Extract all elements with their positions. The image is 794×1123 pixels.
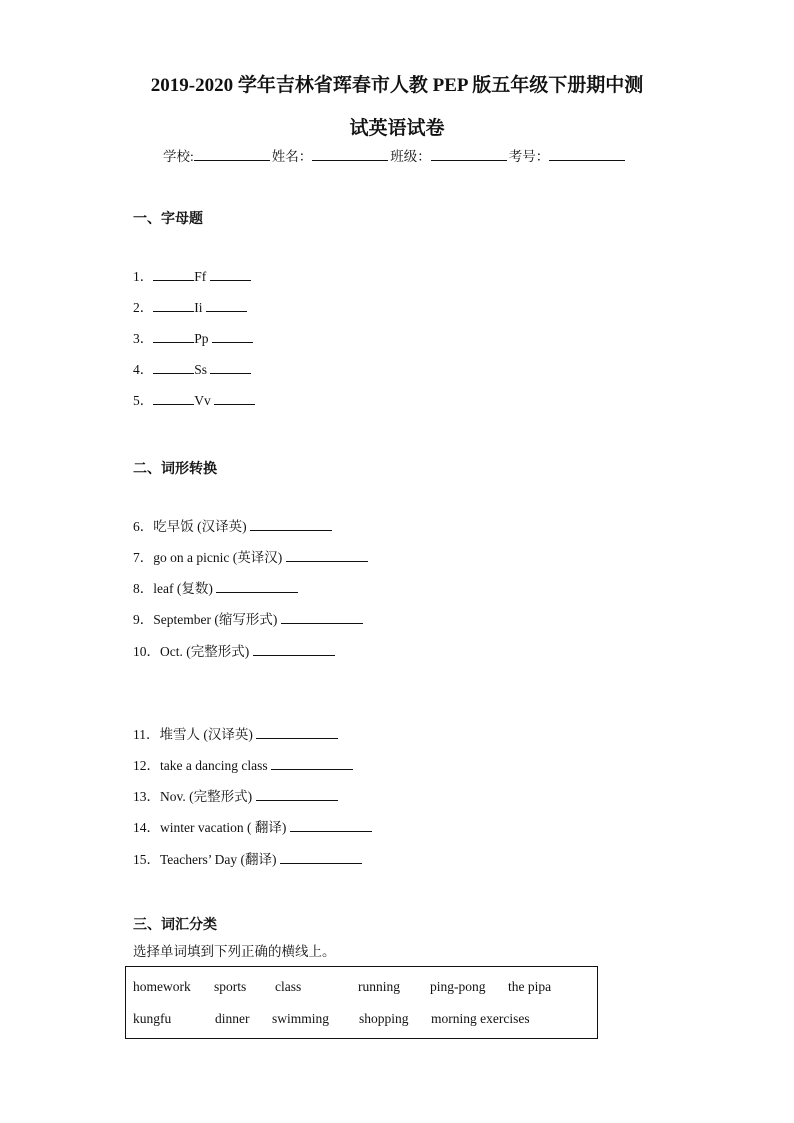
- word-form-question: [133, 546, 368, 566]
- word-form-question: [133, 577, 298, 597]
- word-bank-item: the pipa: [508, 979, 552, 994]
- section-heading-word-forms: 二、词形转换: [133, 462, 217, 477]
- word-bank-item: morning exercises: [431, 1011, 530, 1026]
- word-bank-item: homework: [133, 979, 191, 994]
- word-form-question: [133, 754, 353, 774]
- word-bank-item: class: [275, 979, 302, 994]
- question-number: 1．: [133, 269, 154, 284]
- question-number: 4．: [133, 362, 154, 377]
- word-form-question: [133, 816, 372, 836]
- question-number: 8．: [133, 581, 154, 596]
- question-text: September (缩写形式): [153, 612, 278, 627]
- question-number: 13．: [133, 789, 160, 804]
- question-text: Ii: [194, 300, 203, 315]
- answer-blank[interactable]: [250, 518, 332, 531]
- answer-blank[interactable]: [153, 392, 194, 405]
- question-text: take a dancing class: [160, 758, 268, 773]
- word-bank-item: sports: [214, 979, 247, 994]
- answer-blank[interactable]: [153, 268, 194, 281]
- word-form-question: [133, 785, 338, 805]
- question-number: 2．: [133, 300, 154, 315]
- question-number: 5．: [133, 393, 154, 408]
- word-bank-item: ping-pong: [430, 979, 486, 994]
- question-text: Ss: [194, 362, 208, 377]
- answer-blank[interactable]: [206, 299, 247, 312]
- answer-blank[interactable]: [256, 788, 338, 801]
- question-number: 14．: [133, 820, 160, 835]
- answer-blank[interactable]: [281, 611, 363, 624]
- question-text: Teachers’ Day (翻译): [160, 852, 277, 867]
- word-form-question: [133, 515, 332, 535]
- question-number: 3．: [133, 331, 154, 346]
- question-text: 吃早饭 (汉译英): [153, 519, 247, 534]
- letter-question: [133, 358, 251, 378]
- question-text: go on a picnic (英译汉): [153, 550, 283, 565]
- answer-blank[interactable]: [214, 392, 255, 405]
- answer-blank[interactable]: [153, 299, 194, 312]
- question-text: Pp: [194, 331, 209, 346]
- name-label: 姓名：: [271, 149, 313, 164]
- answer-blank[interactable]: [280, 851, 362, 864]
- answer-blank[interactable]: [271, 757, 353, 770]
- question-number: 15．: [133, 852, 160, 867]
- question-text: leaf (复数): [153, 581, 213, 596]
- student-info-line: [163, 145, 627, 165]
- number-label: 考号：: [508, 149, 550, 164]
- answer-blank[interactable]: [210, 268, 251, 281]
- word-bank-box: [125, 966, 598, 1039]
- word-form-question: [133, 608, 363, 628]
- question-number: 9．: [133, 612, 154, 627]
- page-title-line2: 试英语试卷: [349, 118, 445, 139]
- section-heading-letters: 一、字母题: [133, 212, 203, 227]
- answer-blank[interactable]: [153, 330, 194, 343]
- question-text: winter vacation ( 翻译): [160, 820, 287, 835]
- question-number: 11．: [133, 727, 160, 742]
- answer-blank[interactable]: [286, 549, 368, 562]
- class-label: 班级：: [390, 149, 431, 164]
- question-text: Ff: [194, 269, 207, 284]
- school-blank[interactable]: [194, 148, 270, 161]
- word-bank-item: kungfu: [133, 1011, 172, 1026]
- question-text: Nov. (完整形式): [160, 789, 253, 804]
- letter-question: [133, 296, 247, 316]
- class-blank[interactable]: [431, 148, 507, 161]
- word-form-question: [133, 848, 362, 868]
- letter-question: [133, 327, 253, 347]
- name-blank[interactable]: [312, 148, 388, 161]
- school-label: 学校:: [163, 149, 194, 164]
- word-bank-item: shopping: [359, 1011, 409, 1026]
- question-number: 10．: [133, 644, 160, 659]
- question-number: 7．: [133, 550, 154, 565]
- answer-blank[interactable]: [212, 330, 253, 343]
- answer-blank[interactable]: [216, 580, 298, 593]
- section-heading-vocabulary: 三、词汇分类: [133, 918, 217, 933]
- question-text: Vv: [194, 393, 211, 408]
- page-title: 2019-2020 学年吉林省珲春市人教 PEP 版五年级下册期中测: [150, 75, 644, 96]
- question-number: 6．: [133, 519, 154, 534]
- answer-blank[interactable]: [256, 726, 338, 739]
- word-form-question: [133, 723, 338, 743]
- question-text: 堆雪人 (汉译英): [159, 727, 253, 742]
- letter-question: [133, 389, 255, 409]
- question-number: 12．: [133, 758, 160, 773]
- letter-question: [133, 265, 251, 285]
- number-blank[interactable]: [549, 148, 625, 161]
- answer-blank[interactable]: [210, 361, 251, 374]
- answer-blank[interactable]: [153, 361, 194, 374]
- word-form-question: [133, 640, 335, 660]
- answer-blank[interactable]: [253, 643, 335, 656]
- word-bank-item: dinner: [215, 1011, 250, 1026]
- question-text: Oct. (完整形式): [160, 644, 250, 659]
- word-bank-item: running: [358, 979, 400, 994]
- word-bank-item: swimming: [272, 1011, 330, 1026]
- instruction-text: 选择单词填到下列正确的横线上。: [133, 944, 336, 959]
- answer-blank[interactable]: [290, 819, 372, 832]
